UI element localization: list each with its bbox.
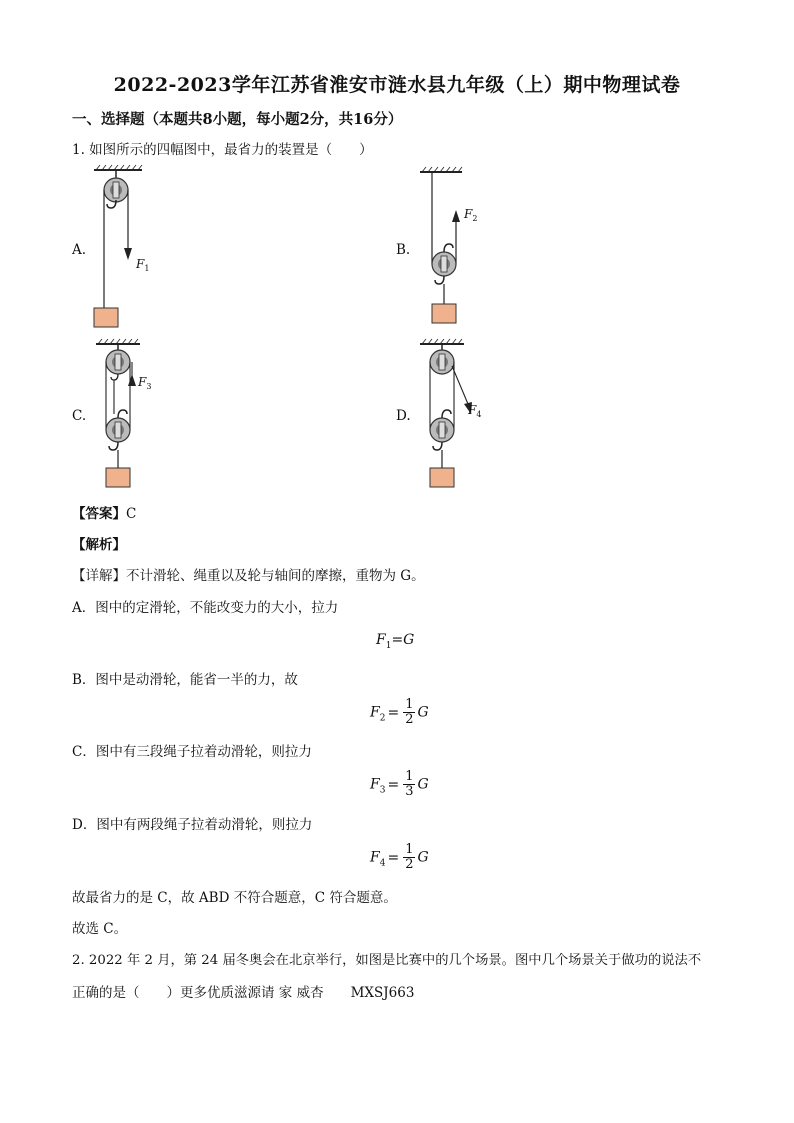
conclusion-line: 故最省力的是 C，故 ABD 不符合题意，C 符合题意。 <box>72 890 397 906</box>
formula-d: $F_4$ = $\frac{1}{2}$ G <box>370 842 429 872</box>
answer-value: C <box>126 506 137 522</box>
answer-line <box>72 504 136 524</box>
answer-tag: 【答案】 <box>72 506 126 522</box>
figure-d-pulley-block <box>416 338 506 490</box>
option-b-label: B. <box>396 242 411 258</box>
weight-block <box>94 308 118 327</box>
figure-b-movable-pulley <box>410 166 490 330</box>
force-f2-label: $F_2$ <box>464 207 478 223</box>
formula-c: $F_3$ = $\frac{1}{3}$ G <box>370 769 429 799</box>
figure-c-pulley-block <box>92 338 172 490</box>
question-2-line-2: 正确的是（ ）更多优质滋源请 家 威杏 MXSJ663 <box>72 985 415 1001</box>
question-2-line-1: 2. 2022 年 2 月，第 24 届冬奥会在北京举行，如图是比赛中的几个场景。图中几个场景关于做功的说法不 <box>72 953 702 968</box>
formula-a: $F_1=G$ <box>376 632 415 651</box>
force-f4-label: $F_4$ <box>468 403 482 419</box>
figure-a-fixed-pulley <box>86 164 166 334</box>
option-c-label: C. <box>72 408 87 424</box>
formula-b: $F_2$ = $\frac{1}{2}$ G <box>370 697 429 727</box>
weight-block <box>432 304 456 323</box>
section-heading: 一、选择题（本题共8小题，每小题2分，共16分） <box>72 111 403 128</box>
question-1-stem: 1. 如图所示的四幅图中，最省力的装置是（ ） <box>72 142 373 158</box>
explanation-c: C．图中有三段绳子拉着动滑轮，则拉力 <box>72 744 312 760</box>
force-f1-label: $F_1$ <box>136 257 150 273</box>
option-d-label: D. <box>396 408 411 424</box>
weight-block <box>430 468 454 487</box>
analysis-tag: 【解析】 <box>72 537 126 553</box>
force-f3-label: $F_3$ <box>138 375 152 391</box>
explanation-b: B．图中是动滑轮，能省一半的力，故 <box>72 672 298 688</box>
detail-line: 【详解】不计滑轮、绳重以及轮与轴间的摩擦，重物为 G。 <box>72 568 425 584</box>
weight-block <box>106 468 130 487</box>
page-title: 2022-2023学年江苏省淮安市涟水县九年级（上）期中物理试卷 <box>113 74 681 96</box>
choice-line: 故选 C。 <box>72 921 128 937</box>
option-a-label: A. <box>72 242 87 258</box>
explanation-d: D．图中有两段绳子拉着动滑轮，则拉力 <box>72 817 313 833</box>
explanation-a: A．图中的定滑轮，不能改变力的大小，拉力 <box>72 600 339 616</box>
